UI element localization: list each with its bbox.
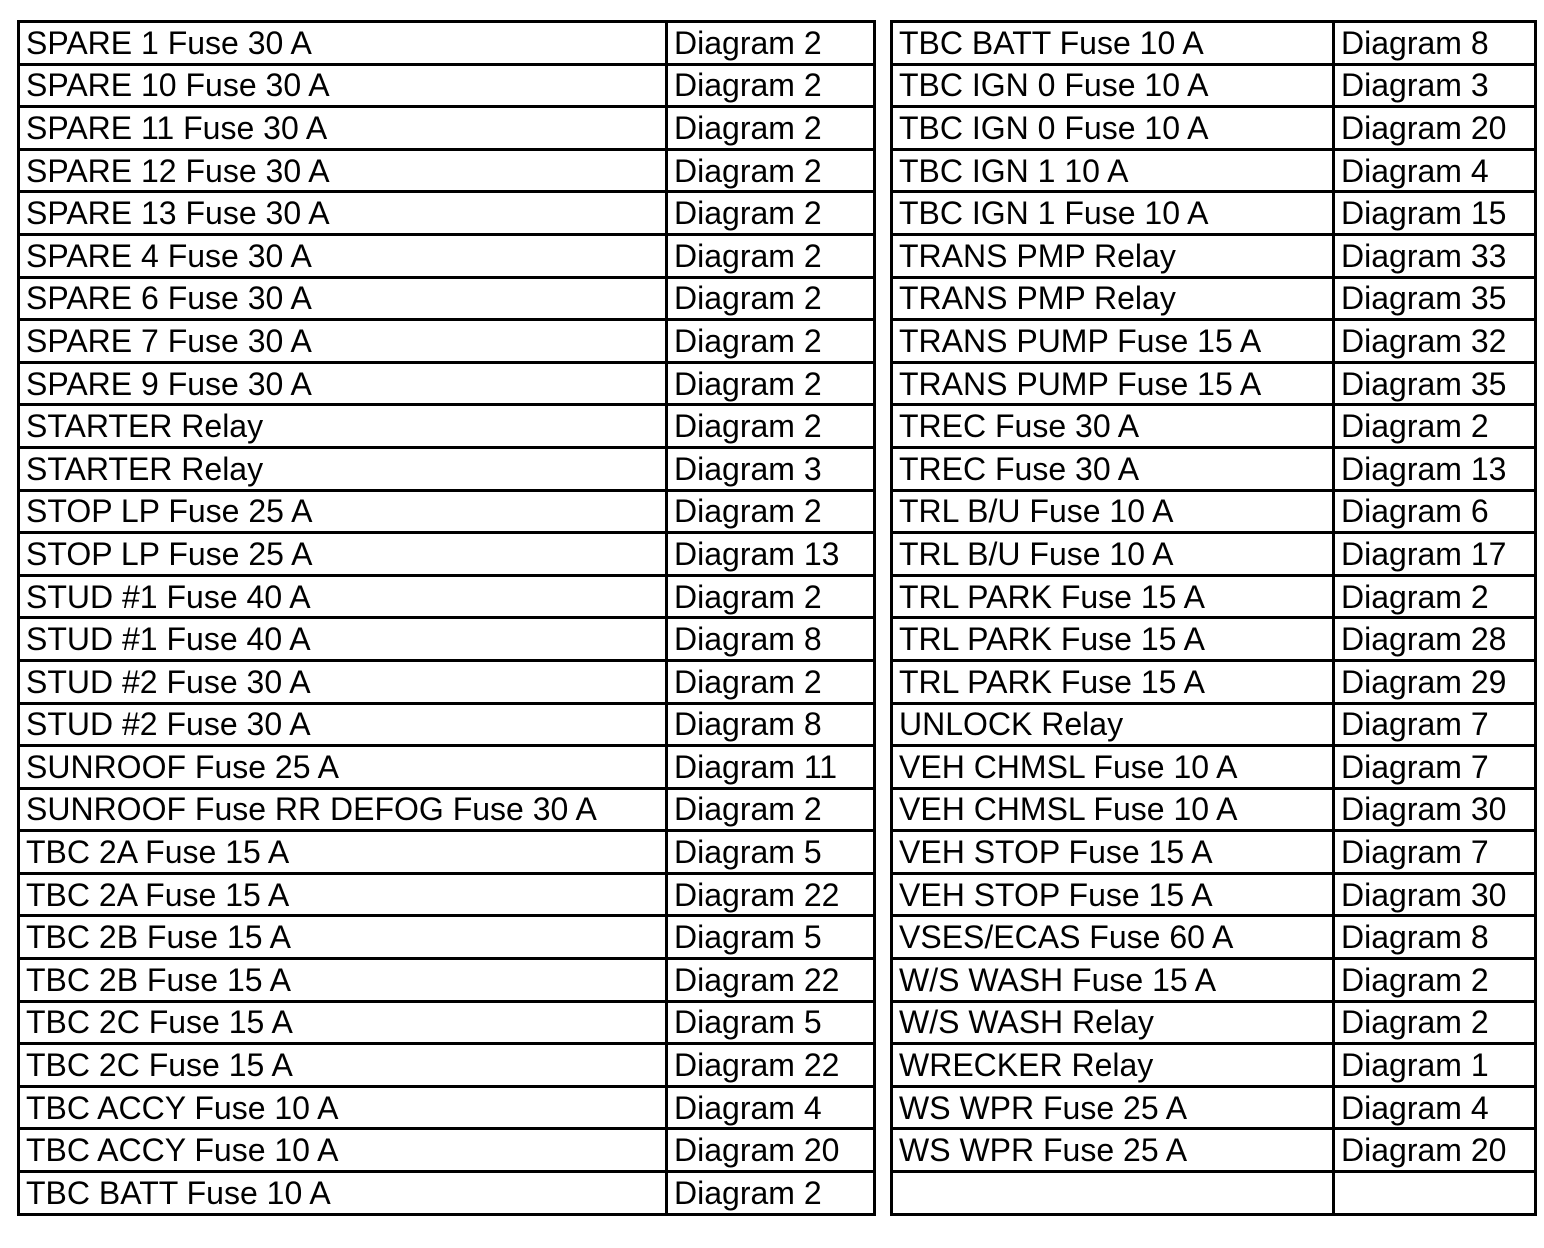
component-name-cell: TRANS PUMP Fuse 15 A (892, 320, 1334, 363)
diagram-reference-cell: Diagram 8 (1334, 22, 1536, 65)
component-name-cell: WS WPR Fuse 25 A (892, 1129, 1334, 1172)
component-index-table-right (890, 20, 1537, 1216)
component-name-cell: SUNROOF Fuse RR DEFOG Fuse 30 A (19, 788, 667, 831)
table-row (19, 703, 875, 746)
table-row (892, 447, 1536, 490)
component-name-cell: TRL PARK Fuse 15 A (892, 618, 1334, 661)
diagram-reference-cell: Diagram 2 (667, 277, 875, 320)
diagram-reference-cell: Diagram 3 (667, 447, 875, 490)
table-row (892, 916, 1536, 959)
diagram-reference-cell: Diagram 6 (1334, 490, 1536, 533)
component-name-cell: STARTER Relay (19, 447, 667, 490)
table-row (19, 873, 875, 916)
diagram-reference-cell: Diagram 2 (667, 405, 875, 448)
component-name-cell: TBC ACCY Fuse 10 A (19, 1086, 667, 1129)
table-row (19, 533, 875, 576)
table-row (892, 660, 1536, 703)
component-name-cell: STUD #2 Fuse 30 A (19, 660, 667, 703)
component-name-cell: SPARE 1 Fuse 30 A (19, 22, 667, 65)
diagram-reference-cell: Diagram 8 (667, 703, 875, 746)
table-row (19, 107, 875, 150)
table-row (892, 192, 1536, 235)
component-name-cell: SPARE 13 Fuse 30 A (19, 192, 667, 235)
diagram-reference-cell: Diagram 13 (1334, 447, 1536, 490)
table-row (19, 22, 875, 65)
component-name-cell: STOP LP Fuse 25 A (19, 490, 667, 533)
component-name-cell: TRL B/U Fuse 10 A (892, 490, 1334, 533)
table-row (892, 405, 1536, 448)
component-name-cell: VEH STOP Fuse 15 A (892, 831, 1334, 874)
diagram-reference-cell: Diagram 30 (1334, 873, 1536, 916)
component-name-cell: SUNROOF Fuse 25 A (19, 746, 667, 789)
diagram-reference-cell: Diagram 2 (667, 1172, 875, 1215)
component-name-cell: TBC IGN 1 10 A (892, 149, 1334, 192)
component-name-cell: TREC Fuse 30 A (892, 447, 1334, 490)
table-row (892, 1086, 1536, 1129)
diagram-reference-cell: Diagram 8 (1334, 916, 1536, 959)
table-row (892, 22, 1536, 65)
table-row (892, 64, 1536, 107)
component-name-cell: TBC IGN 0 Fuse 10 A (892, 107, 1334, 150)
table-row (892, 788, 1536, 831)
component-name-cell: WS WPR Fuse 25 A (892, 1086, 1334, 1129)
diagram-reference-cell: Diagram 4 (1334, 1086, 1536, 1129)
component-name-cell: TBC BATT Fuse 10 A (19, 1172, 667, 1215)
component-name-cell: TRL B/U Fuse 10 A (892, 533, 1334, 576)
table-row (892, 1001, 1536, 1044)
component-name-cell: UNLOCK Relay (892, 703, 1334, 746)
diagram-reference-cell: Diagram 35 (1334, 362, 1536, 405)
diagram-reference-cell: Diagram 2 (1334, 575, 1536, 618)
component-name-cell: VSES/ECAS Fuse 60 A (892, 916, 1334, 959)
table-row (19, 660, 875, 703)
component-name-cell: TBC BATT Fuse 10 A (892, 22, 1334, 65)
diagram-reference-cell: Diagram 2 (667, 362, 875, 405)
component-name-cell: STOP LP Fuse 25 A (19, 533, 667, 576)
component-name-cell: W/S WASH Relay (892, 1001, 1334, 1044)
component-name-cell: STUD #1 Fuse 40 A (19, 618, 667, 661)
table-row (892, 490, 1536, 533)
table-row (892, 1129, 1536, 1172)
component-name-cell: TRANS PMP Relay (892, 277, 1334, 320)
table-row (19, 149, 875, 192)
diagram-reference-cell: Diagram 4 (667, 1086, 875, 1129)
diagram-reference-cell: Diagram 1 (1334, 1044, 1536, 1087)
diagram-reference-cell: Diagram 3 (1334, 64, 1536, 107)
component-name-cell: SPARE 11 Fuse 30 A (19, 107, 667, 150)
component-name-cell: STUD #2 Fuse 30 A (19, 703, 667, 746)
table-row (19, 320, 875, 363)
table-row (892, 618, 1536, 661)
table-row (19, 1044, 875, 1087)
component-name-cell: TBC 2C Fuse 15 A (19, 1001, 667, 1044)
component-name-cell: SPARE 6 Fuse 30 A (19, 277, 667, 320)
diagram-reference-cell: Diagram 2 (667, 234, 875, 277)
diagram-reference-cell: Diagram 2 (667, 64, 875, 107)
table-row (19, 746, 875, 789)
component-name-cell: SPARE 10 Fuse 30 A (19, 64, 667, 107)
component-name-cell: TRL PARK Fuse 15 A (892, 660, 1334, 703)
diagram-reference-cell: Diagram 13 (667, 533, 875, 576)
table-row (892, 149, 1536, 192)
table-row (19, 447, 875, 490)
diagram-reference-cell: Diagram 30 (1334, 788, 1536, 831)
diagram-reference-cell: Diagram 20 (667, 1129, 875, 1172)
table-body-left (19, 22, 875, 1215)
diagram-reference-cell: Diagram 11 (667, 746, 875, 789)
table-row (19, 405, 875, 448)
diagram-reference-cell: Diagram 2 (667, 788, 875, 831)
component-name-cell: TBC 2A Fuse 15 A (19, 831, 667, 874)
table-row (892, 1044, 1536, 1087)
component-name-cell: VEH CHMSL Fuse 10 A (892, 746, 1334, 789)
component-name-cell: TBC 2B Fuse 15 A (19, 916, 667, 959)
diagram-reference-cell: Diagram 2 (667, 149, 875, 192)
component-name-cell: TBC 2A Fuse 15 A (19, 873, 667, 916)
component-name-cell: STARTER Relay (19, 405, 667, 448)
diagram-reference-cell: Diagram 2 (667, 22, 875, 65)
component-name-cell: VEH STOP Fuse 15 A (892, 873, 1334, 916)
diagram-reference-cell: Diagram 20 (1334, 1129, 1536, 1172)
table-row (892, 575, 1536, 618)
diagram-reference-cell: Diagram 8 (667, 618, 875, 661)
diagram-reference-cell: Diagram 33 (1334, 234, 1536, 277)
table-row (892, 320, 1536, 363)
component-name-cell: TRL PARK Fuse 15 A (892, 575, 1334, 618)
component-name-cell: TRANS PUMP Fuse 15 A (892, 362, 1334, 405)
table-row (19, 916, 875, 959)
diagram-reference-cell: Diagram 7 (1334, 831, 1536, 874)
diagram-reference-cell: Diagram 5 (667, 916, 875, 959)
diagram-reference-cell: Diagram 2 (1334, 405, 1536, 448)
diagram-reference-cell: Diagram 22 (667, 1044, 875, 1087)
table-row (892, 831, 1536, 874)
component-name-cell: TREC Fuse 30 A (892, 405, 1334, 448)
diagram-reference-cell: Diagram 4 (1334, 149, 1536, 192)
diagram-reference-cell: Diagram 5 (667, 1001, 875, 1044)
component-name-cell: TBC IGN 1 Fuse 10 A (892, 192, 1334, 235)
diagram-reference-cell: Diagram 29 (1334, 660, 1536, 703)
diagram-reference-cell: Diagram 22 (667, 873, 875, 916)
table-row (892, 277, 1536, 320)
component-name-cell: STUD #1 Fuse 40 A (19, 575, 667, 618)
component-name-cell: TRANS PMP Relay (892, 234, 1334, 277)
diagram-reference-cell: Diagram 7 (1334, 746, 1536, 789)
diagram-reference-cell: Diagram 2 (667, 490, 875, 533)
table-row (892, 959, 1536, 1002)
table-row (892, 703, 1536, 746)
component-name-cell (892, 1172, 1334, 1215)
table-row (19, 277, 875, 320)
component-name-cell: SPARE 7 Fuse 30 A (19, 320, 667, 363)
table-row (19, 1001, 875, 1044)
component-name-cell: TBC IGN 0 Fuse 10 A (892, 64, 1334, 107)
component-name-cell: SPARE 9 Fuse 30 A (19, 362, 667, 405)
diagram-reference-cell: Diagram 22 (667, 959, 875, 1002)
table-row (892, 873, 1536, 916)
diagram-reference-cell: Diagram 2 (1334, 1001, 1536, 1044)
component-index-table-left (17, 20, 876, 1216)
table-row (892, 1172, 1536, 1215)
table-row (19, 234, 875, 277)
table-row (19, 618, 875, 661)
component-name-cell: SPARE 12 Fuse 30 A (19, 149, 667, 192)
diagram-reference-cell: Diagram 17 (1334, 533, 1536, 576)
table-row (19, 1129, 875, 1172)
table-row (892, 362, 1536, 405)
component-name-cell: WRECKER Relay (892, 1044, 1334, 1087)
table-row (892, 533, 1536, 576)
component-name-cell: W/S WASH Fuse 15 A (892, 959, 1334, 1002)
table-row (892, 107, 1536, 150)
table-row (19, 64, 875, 107)
diagram-reference-cell: Diagram 2 (667, 660, 875, 703)
diagram-reference-cell: Diagram 28 (1334, 618, 1536, 661)
component-name-cell: VEH CHMSL Fuse 10 A (892, 788, 1334, 831)
diagram-reference-cell: Diagram 2 (1334, 959, 1536, 1002)
component-name-cell: TBC 2C Fuse 15 A (19, 1044, 667, 1087)
table-row (19, 192, 875, 235)
table-row (19, 1086, 875, 1129)
diagram-reference-cell: Diagram 2 (667, 320, 875, 363)
diagram-reference-cell: Diagram 5 (667, 831, 875, 874)
table-row (892, 234, 1536, 277)
component-name-cell: SPARE 4 Fuse 30 A (19, 234, 667, 277)
table-body-right (892, 22, 1536, 1215)
diagram-reference-cell: Diagram 7 (1334, 703, 1536, 746)
table-row (892, 746, 1536, 789)
diagram-reference-cell (1334, 1172, 1536, 1215)
diagram-reference-cell: Diagram 20 (1334, 107, 1536, 150)
diagram-reference-cell: Diagram 2 (667, 107, 875, 150)
table-row (19, 575, 875, 618)
diagram-reference-cell: Diagram 2 (667, 192, 875, 235)
diagram-reference-cell: Diagram 35 (1334, 277, 1536, 320)
diagram-reference-cell: Diagram 15 (1334, 192, 1536, 235)
component-name-cell: TBC ACCY Fuse 10 A (19, 1129, 667, 1172)
table-row (19, 1172, 875, 1215)
table-row (19, 959, 875, 1002)
table-row (19, 788, 875, 831)
table-row (19, 362, 875, 405)
table-row (19, 831, 875, 874)
diagram-reference-cell: Diagram 32 (1334, 320, 1536, 363)
component-name-cell: TBC 2B Fuse 15 A (19, 959, 667, 1002)
table-row (19, 490, 875, 533)
diagram-reference-cell: Diagram 2 (667, 575, 875, 618)
